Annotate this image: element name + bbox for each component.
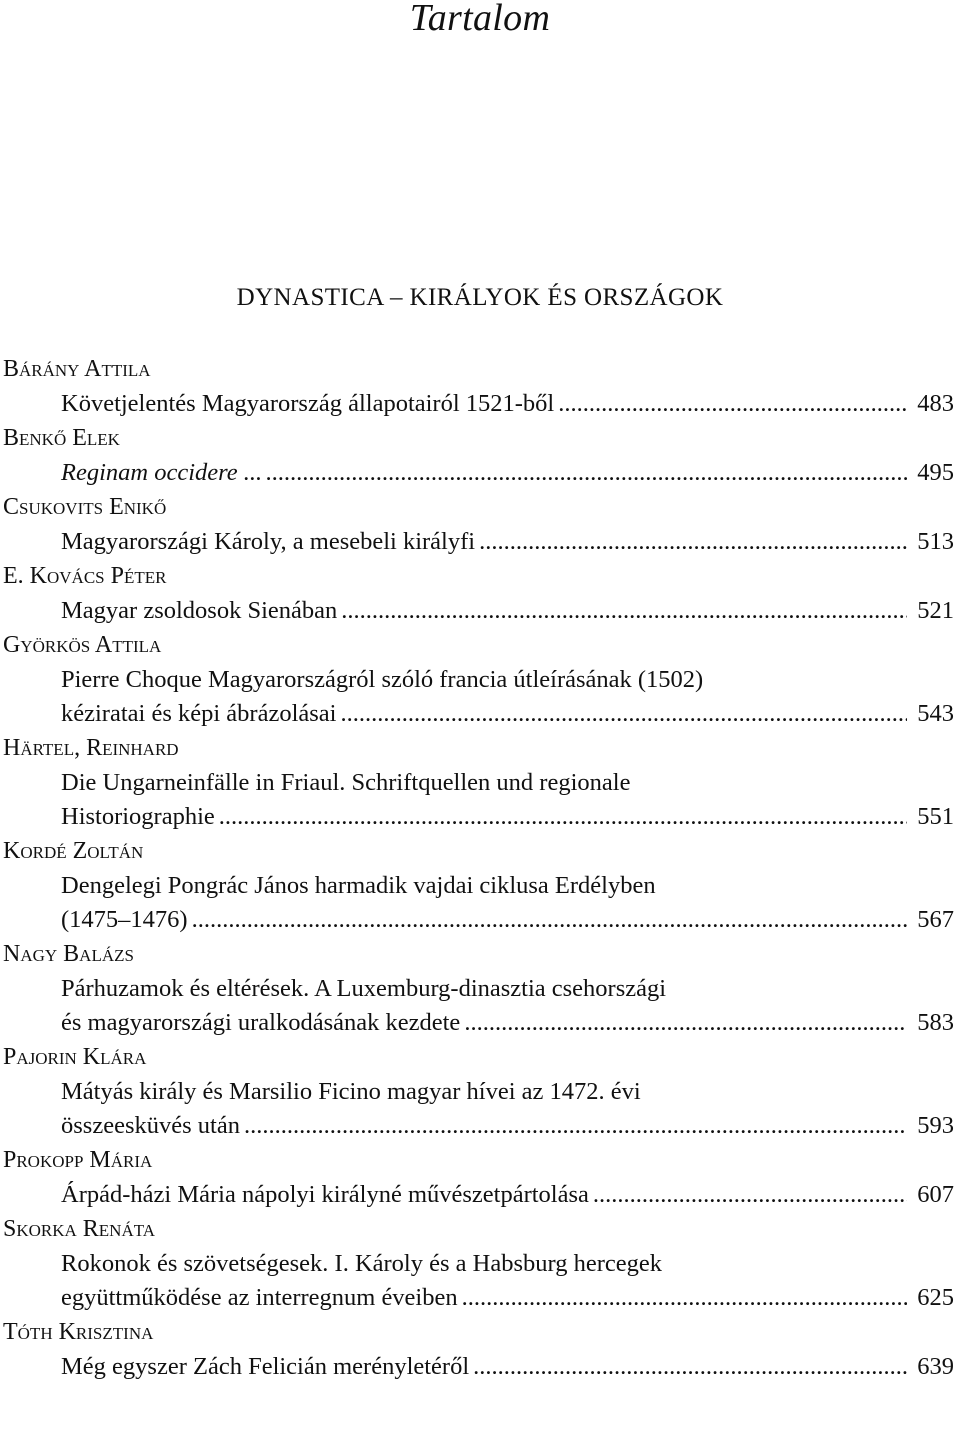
- toc-entry-page-number: 583: [917, 1009, 954, 1036]
- toc-entry-title-line: [0, 697, 960, 731]
- toc-entry: [0, 421, 960, 490]
- toc-entry: [0, 1315, 960, 1384]
- toc-entry: [0, 1143, 960, 1212]
- toc-entry-page-number: 607: [917, 1181, 954, 1208]
- toc-entry-page-number: 625: [917, 1284, 954, 1311]
- dot-leader: [192, 903, 908, 937]
- toc-entry-title-line: Dengelegi Pongrác János harmadik vajdai ciklusa Erdélyben: [61, 872, 656, 899]
- toc-entry-page-number: 513: [917, 528, 954, 555]
- dot-leader: [473, 1350, 907, 1384]
- toc-entry-title-line: [0, 456, 960, 490]
- toc-entry-title-text: és magyarországi uralkodásának kezdete: [61, 1009, 461, 1036]
- toc-entry-title-line: [0, 800, 960, 834]
- table-of-contents: [0, 352, 960, 1384]
- toc-entry: [0, 937, 960, 1040]
- toc-entry-author: Härtel, Reinhard: [3, 735, 179, 761]
- toc-entry-title-line: [0, 1350, 960, 1384]
- toc-entry-author: E. Kovács Péter: [3, 563, 167, 589]
- toc-entry-author: Benkő Elek: [3, 425, 120, 451]
- toc-entry-title-text: összeesküvés után: [61, 1112, 240, 1139]
- toc-entry-title-line: [0, 525, 960, 559]
- toc-entry-title-text: Reginam occidere ...: [61, 459, 263, 486]
- toc-entry-title-line: Mátyás király és Marsilio Ficino magyar hívei az 1472. évi: [61, 1078, 641, 1105]
- toc-entry-title-line: [0, 387, 960, 421]
- toc-entry-page-number: 551: [917, 803, 954, 830]
- toc-entry-title-text: Magyarországi Károly, a mesebeli királyfi: [61, 528, 476, 555]
- dot-leader: [219, 800, 907, 834]
- toc-entry-title-text: Árpád-házi Mária nápolyi királyné művészetpártolása: [61, 1181, 589, 1208]
- dot-leader: [464, 1006, 907, 1040]
- toc-entry-author: Pajorin Klára: [3, 1044, 147, 1070]
- toc-entry-author: Tóth Krisztina: [3, 1319, 154, 1345]
- dot-leader: [593, 1178, 907, 1212]
- toc-entry: [0, 490, 960, 559]
- toc-entry-title-text: Követjelentés Magyarország állapotairól 1521-ből: [61, 390, 555, 417]
- toc-entry-title-line: [0, 594, 960, 628]
- toc-entry-title-line: Die Ungarneinfälle in Friaul. Schriftquellen und regionale: [61, 769, 631, 796]
- dot-leader: [266, 456, 907, 490]
- toc-entry-title-line: Rokonok és szövetségesek. I. Károly és a Habsburg hercegek: [61, 1250, 662, 1277]
- toc-entry: [0, 1212, 960, 1315]
- section-title: DYNASTICA – KIRÁLYOK ÉS ORSZÁGOK: [236, 284, 724, 311]
- toc-entry-title-line: Pierre Choque Magyarországról szóló francia útleírásának (1502): [61, 666, 704, 693]
- toc-entry-page-number: 639: [917, 1353, 954, 1380]
- toc-entry-title-line: Párhuzamok és eltérések. A Luxemburg-dinasztia csehországi: [61, 975, 667, 1002]
- toc-entry-page-number: 543: [917, 700, 954, 727]
- toc-entry-title-line: [0, 1281, 960, 1315]
- toc-entry-title-text: Historiographie: [61, 803, 215, 830]
- toc-entry-page-number: 593: [917, 1112, 954, 1139]
- toc-entry-author: Nagy Balázs: [3, 941, 134, 967]
- toc-entry: [0, 559, 960, 628]
- toc-entry-title-line: [0, 903, 960, 937]
- toc-entry-author: Györkös Attila: [3, 632, 162, 658]
- toc-entry: [0, 628, 960, 731]
- toc-entry-author: Kordé Zoltán: [3, 838, 144, 864]
- dot-leader: [558, 387, 907, 421]
- dot-leader: [462, 1281, 908, 1315]
- dot-leader: [244, 1109, 907, 1143]
- toc-entry-author: Skorka Renáta: [3, 1216, 156, 1242]
- toc-entry: [0, 731, 960, 834]
- toc-entry: [0, 834, 960, 937]
- toc-entry-title-line: [0, 1109, 960, 1143]
- toc-entry-title-line: [0, 1006, 960, 1040]
- toc-entry-author: Bárány Attila: [3, 356, 151, 382]
- toc-entry-author: Prokopp Mária: [3, 1147, 153, 1173]
- toc-entry-page-number: 483: [917, 390, 954, 417]
- dot-leader: [341, 594, 907, 628]
- toc-entry-title-line: [0, 1178, 960, 1212]
- dot-leader: [479, 525, 907, 559]
- toc-entry-title-text: kéziratai és képi ábrázolásai: [61, 700, 337, 727]
- toc-entry-page-number: 495: [917, 459, 954, 486]
- toc-entry-title-text: Magyar zsoldosok Sienában: [61, 597, 338, 624]
- toc-entry-title-text: (1475–1476): [61, 906, 188, 933]
- toc-entry-page-number: 567: [917, 906, 954, 933]
- toc-entry-author: Csukovits Enikő: [3, 494, 167, 520]
- toc-entry-title-text: Még egyszer Zách Felicián merényletéről: [61, 1353, 470, 1380]
- dot-leader: [340, 697, 907, 731]
- toc-entry-page-number: 521: [917, 597, 954, 624]
- toc-entry: [0, 1040, 960, 1143]
- page-title: Tartalom: [409, 0, 551, 39]
- toc-entry: [0, 352, 960, 421]
- toc-entry-title-text: együttműködése az interregnum éveiben: [61, 1284, 458, 1311]
